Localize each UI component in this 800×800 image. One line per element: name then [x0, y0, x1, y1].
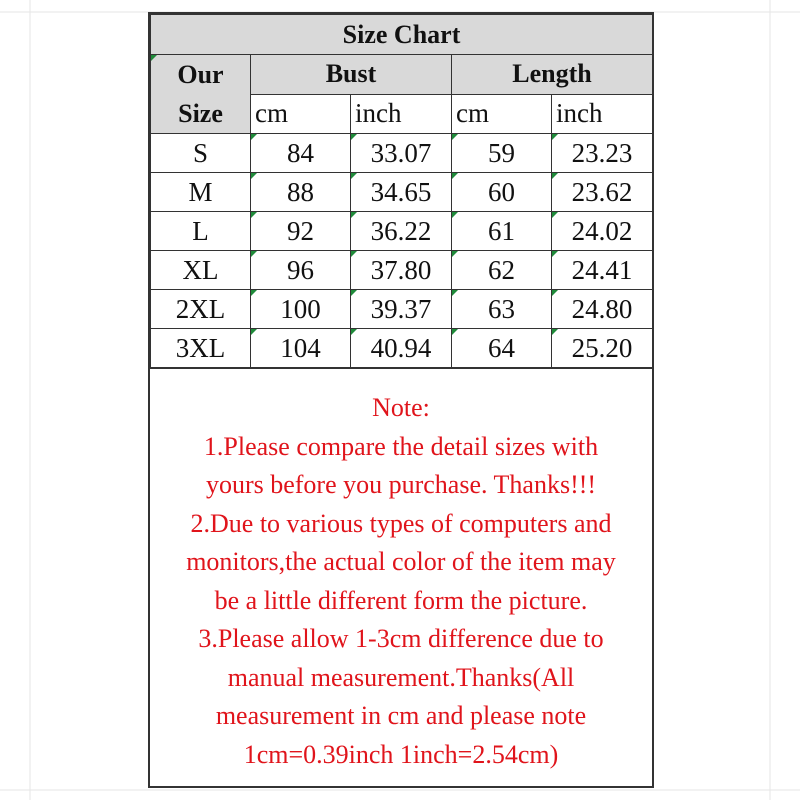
header-our-size: [151, 55, 251, 134]
note-box: [150, 368, 652, 786]
row-length-inch: 24.02: [552, 212, 653, 251]
note-line: monitors,the actual color of the item may: [186, 547, 616, 576]
row-size: XL: [151, 251, 251, 290]
header-our-size-line1: Our: [177, 60, 224, 89]
row-size: 2XL: [151, 290, 251, 329]
row-length-cm: 61: [452, 212, 552, 251]
row-size: M: [151, 173, 251, 212]
table-row: [151, 251, 653, 290]
note-line: 1.Please compare the detail sizes with: [203, 431, 599, 461]
row-bust-cm: 104: [251, 329, 351, 368]
subheader-length-inch: inch: [552, 94, 653, 134]
row-bust-cm: 100: [251, 290, 351, 329]
row-length-inch: 24.41: [552, 251, 653, 290]
row-bust-cm: 96: [251, 251, 351, 290]
row-bust-inch: 39.37: [351, 290, 452, 329]
row-bust-inch: 40.94: [351, 329, 452, 368]
table-header-row: [151, 55, 653, 95]
subheader-length-cm: cm: [452, 94, 552, 134]
row-length-inch: 23.62: [552, 173, 653, 212]
note-line: 1cm=0.39inch 1inch=2.54cm): [243, 739, 559, 769]
row-bust-cm: 88: [251, 173, 351, 212]
row-length-inch: 23.23: [552, 134, 653, 173]
subheader-bust-cm: cm: [251, 94, 351, 134]
row-size: S: [151, 134, 251, 173]
row-size: L: [151, 212, 251, 251]
row-length-inch: 24.80: [552, 290, 653, 329]
size-chart-sheet: [148, 12, 654, 788]
table-row: [151, 290, 653, 329]
row-length-cm: 63: [452, 290, 552, 329]
row-length-cm: 64: [452, 329, 552, 368]
row-bust-inch: 36.22: [351, 212, 452, 251]
table-row: [151, 134, 653, 173]
row-length-cm: 59: [452, 134, 552, 173]
note-heading: Note:: [372, 393, 430, 422]
row-size: 3XL: [151, 329, 251, 368]
note-line: 3.Please allow 1-3cm difference due to: [198, 624, 604, 653]
size-chart-table: [150, 14, 653, 368]
table-title: Size Chart: [151, 15, 653, 55]
note-line: yours before you purchase. Thanks!!!: [205, 470, 597, 499]
table-row: [151, 212, 653, 251]
table-row: [151, 329, 653, 368]
row-bust-inch: 33.07: [351, 134, 452, 173]
row-bust-cm: 84: [251, 134, 351, 173]
row-length-cm: 62: [452, 251, 552, 290]
header-our-size-line2: Size: [178, 99, 223, 128]
row-length-cm: 60: [452, 173, 552, 212]
table-row: [151, 173, 653, 212]
note-line: manual measurement.Thanks(All: [227, 662, 575, 692]
header-length: Length: [452, 55, 653, 95]
row-bust-cm: 92: [251, 212, 351, 251]
note-line: be a little different form the picture.: [214, 585, 588, 615]
row-bust-inch: 34.65: [351, 173, 452, 212]
row-length-inch: 25.20: [552, 329, 653, 368]
table-title-row: [151, 15, 653, 55]
header-bust: Bust: [251, 55, 452, 95]
row-bust-inch: 37.80: [351, 251, 452, 290]
note-line: measurement in cm and please note: [215, 701, 587, 730]
subheader-bust-inch: inch: [351, 94, 452, 134]
note-line: 2.Due to various types of computers and: [190, 508, 612, 538]
